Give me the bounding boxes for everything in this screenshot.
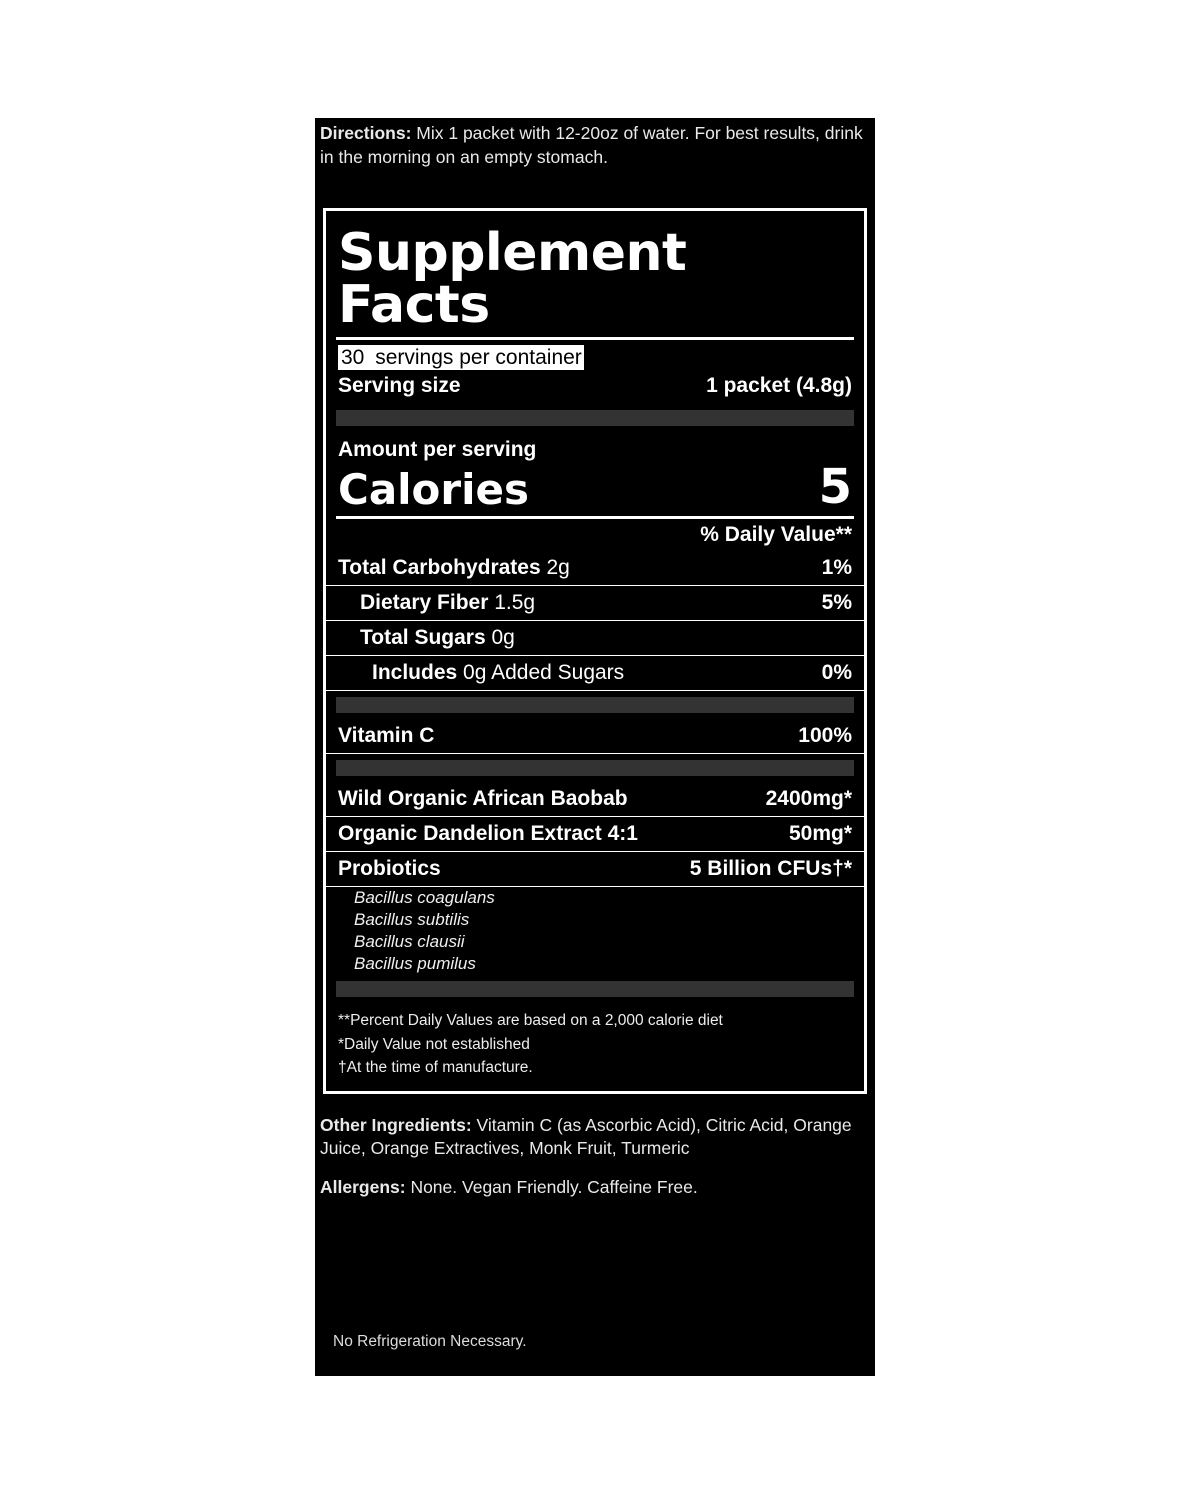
nutrient-name: Vitamin C bbox=[338, 724, 435, 748]
nutrient-dv: 100% bbox=[798, 724, 852, 748]
nutrient-dv: 1% bbox=[821, 556, 852, 580]
ingredient-row-baobab bbox=[326, 782, 864, 817]
ingredient-row-dandelion bbox=[326, 817, 864, 852]
bottom-text-block bbox=[320, 1114, 872, 1199]
nutrient-row-added-sugars bbox=[326, 656, 864, 691]
thick-divider-1 bbox=[336, 410, 854, 426]
nutrient-row-vitamin-c bbox=[326, 719, 864, 754]
nutrient-dv: 5% bbox=[821, 591, 852, 615]
allergens-label: Allergens: bbox=[320, 1177, 406, 1198]
thick-divider-3 bbox=[336, 760, 854, 776]
thick-divider-2 bbox=[336, 697, 854, 713]
footnote-dv-not-established: *Daily Value not established bbox=[338, 1035, 530, 1053]
ingredient-name: Organic Dandelion Extract 4:1 bbox=[338, 822, 638, 846]
ingredient-name: Probiotics bbox=[338, 857, 441, 881]
supplement-facts-title: Supplement Facts bbox=[338, 223, 687, 335]
ingredient-value: 50mg* bbox=[788, 822, 852, 846]
nutrient-row-dietary-fiber bbox=[326, 586, 864, 621]
serving-size-row bbox=[326, 372, 864, 404]
supplement-facts-box bbox=[323, 208, 867, 1094]
title-divider bbox=[336, 337, 854, 340]
footnote-manufacture-time: †At the time of manufacture. bbox=[338, 1059, 533, 1077]
nutrient-name: Total Sugars 0g bbox=[360, 626, 515, 650]
nutrient-dv: 0% bbox=[821, 661, 852, 685]
other-ingredients-body: Vitamin C (as Ascorbic Acid), Citric Acid, Orange Juice, Orange Extractives, Monk Fruit, Turmeric bbox=[320, 1115, 852, 1159]
text-spacer bbox=[320, 1160, 872, 1176]
supplement-label-panel bbox=[315, 118, 875, 1376]
thick-divider-4 bbox=[336, 981, 854, 997]
probiotic-strain: Bacillus clausii bbox=[354, 932, 465, 952]
calories-row bbox=[326, 459, 864, 516]
daily-value-header: % Daily Value** bbox=[700, 523, 852, 547]
allergens-body: None. Vegan Friendly. Caffeine Free. bbox=[405, 1177, 698, 1198]
nutrient-name: Total Carbohydrates 2g bbox=[338, 556, 570, 580]
allergens-line bbox=[320, 1176, 872, 1199]
servings-label: servings per container bbox=[369, 346, 582, 369]
nutrient-row-total-sugars bbox=[326, 621, 864, 656]
footnote-dv-basis: **Percent Daily Values are based on a 2,000 calorie diet bbox=[338, 1012, 723, 1030]
nutrient-name: Dietary Fiber 1.5g bbox=[360, 591, 536, 615]
ingredient-value: 2400mg* bbox=[765, 787, 852, 811]
calories-value: 5 bbox=[818, 459, 852, 515]
directions-label: Directions: bbox=[320, 123, 412, 143]
directions-text bbox=[320, 122, 870, 169]
probiotic-strain: Bacillus subtilis bbox=[354, 910, 470, 930]
probiotic-strain: Bacillus pumilus bbox=[354, 954, 476, 974]
serving-size-value: 1 packet (4.8g) bbox=[706, 374, 852, 397]
nutrient-row-total-carbohydrates bbox=[326, 551, 864, 586]
probiotic-strain: Bacillus coagulans bbox=[354, 888, 495, 908]
servings-per-container bbox=[338, 346, 584, 370]
other-ingredients-line bbox=[320, 1114, 872, 1160]
footnotes bbox=[326, 1003, 864, 1090]
ingredient-value: 5 Billion CFUs†* bbox=[689, 857, 852, 881]
other-ingredients-label: Other Ingredients: bbox=[320, 1115, 472, 1135]
calories-label: Calories bbox=[338, 465, 530, 515]
directions-body: Mix 1 packet with 12-20oz of water. For best results, drink in the morning on an empty stomach. bbox=[320, 123, 863, 167]
nutrient-name: Includes 0g Added Sugars bbox=[372, 661, 625, 685]
servings-count: 30 bbox=[338, 345, 367, 370]
refrigeration-note: No Refrigeration Necessary. bbox=[333, 1333, 527, 1350]
ingredient-name: Wild Organic African Baobab bbox=[338, 787, 628, 811]
amount-per-serving-label: Amount per serving bbox=[338, 438, 537, 461]
serving-size-label: Serving size bbox=[338, 374, 461, 397]
ingredient-row-probiotics bbox=[326, 852, 864, 887]
